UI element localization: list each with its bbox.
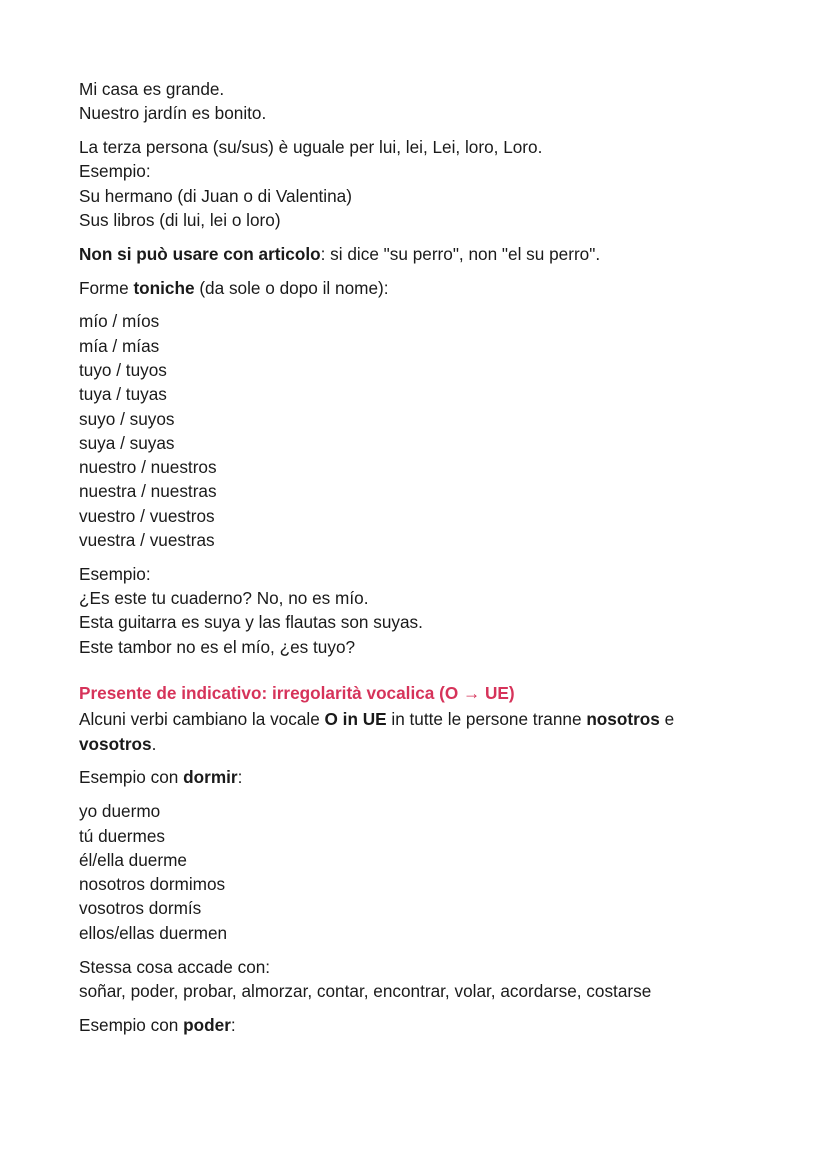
text-line: La terza persona (su/sus) è uguale per lui, lei, Lei, loro, Loro. — [79, 137, 543, 158]
tonic-intro-paragraph — [79, 276, 779, 300]
same-verbs-paragraph — [79, 955, 779, 1004]
list-item: yo duermo — [79, 801, 161, 822]
text-line: Mi casa es grande. — [79, 79, 225, 99]
section-heading: Presente de indicativo: irregolarità vocalica (O → UE) — [79, 683, 515, 704]
bold-text: vosotros — [79, 733, 152, 754]
text-span: e — [659, 709, 675, 730]
list-item: nuestro / nuestros — [79, 457, 217, 478]
text-line: Esempio: — [79, 161, 151, 182]
tonic-forms-list — [79, 309, 779, 552]
text-span: in tutte le persone tranne — [386, 709, 587, 730]
text-line: Su hermano (di Juan o di Valentina) — [79, 185, 352, 206]
text-span: : si dice "su perro", non "el su perro". — [320, 243, 601, 264]
list-item: nosotros dormimos — [79, 874, 226, 895]
dormir-forms-list — [79, 799, 779, 945]
dormir-intro-paragraph — [79, 765, 779, 789]
bold-text: Non si può usare con articolo — [79, 243, 321, 264]
text-line: soñar, poder, probar, almorzar, contar, encontrar, volar, acordarse, costarse — [79, 980, 652, 1001]
list-item: ellos/ellas duermen — [79, 922, 228, 943]
text-line — [79, 242, 779, 266]
bold-text: dormir — [183, 767, 238, 788]
text-span: Forme — [79, 277, 134, 298]
text-line — [79, 1013, 779, 1037]
tonic-examples-paragraph — [79, 562, 779, 659]
document-page — [79, 77, 779, 1046]
list-item: suya / suyas — [79, 432, 175, 453]
text-line: ¿Es este tu cuaderno? No, no es mío. — [79, 588, 369, 609]
text-line: Nuestro jardín es bonito. — [79, 103, 267, 124]
list-item: tuyo / tuyos — [79, 359, 167, 380]
poder-intro-paragraph — [79, 1013, 779, 1037]
list-item: mío / míos — [79, 311, 160, 332]
list-item: mía / mías — [79, 335, 160, 356]
list-item: tuya / tuyas — [79, 384, 167, 405]
text-line: Stessa cosa accade con: — [79, 956, 271, 977]
text-line: Sus libros (di lui, lei o loro) — [79, 209, 281, 230]
article-rule-paragraph — [79, 242, 779, 266]
bold-text: nosotros — [586, 709, 660, 730]
text-span: : — [230, 1014, 236, 1035]
list-item: él/ella duerme — [79, 849, 187, 870]
text-line — [79, 765, 779, 789]
list-item: vuestra / vuestras — [79, 530, 215, 551]
bold-text: toniche — [133, 277, 195, 298]
list-item: vuestro / vuestros — [79, 505, 215, 526]
bold-text: O in UE — [324, 709, 387, 730]
text-span: (da sole o dopo il nome): — [194, 277, 389, 298]
text-span: Esempio con — [79, 767, 184, 788]
text-span: : — [237, 767, 243, 788]
list-item: suyo / suyos — [79, 408, 175, 429]
list-item: tú duermes — [79, 825, 165, 846]
text-line: Esta guitarra es suya y las flautas son suyas. — [79, 612, 423, 633]
text-span: Esempio con — [79, 1014, 184, 1035]
intro-paragraph — [79, 77, 779, 126]
text-span: . — [151, 733, 157, 754]
text-line — [79, 276, 779, 300]
text-span: Alcuni verbi cambiano la vocale — [79, 709, 325, 730]
text-line: Esempio: — [79, 563, 151, 584]
section-intro-paragraph — [79, 707, 779, 756]
text-line — [79, 707, 779, 731]
text-line — [79, 732, 779, 756]
list-item: nuestra / nuestras — [79, 481, 217, 502]
bold-text: poder — [183, 1014, 231, 1035]
text-line: Este tambor no es el mío, ¿es tuyo? — [79, 636, 356, 657]
third-person-paragraph — [79, 135, 779, 232]
list-item: vosotros dormís — [79, 898, 202, 919]
